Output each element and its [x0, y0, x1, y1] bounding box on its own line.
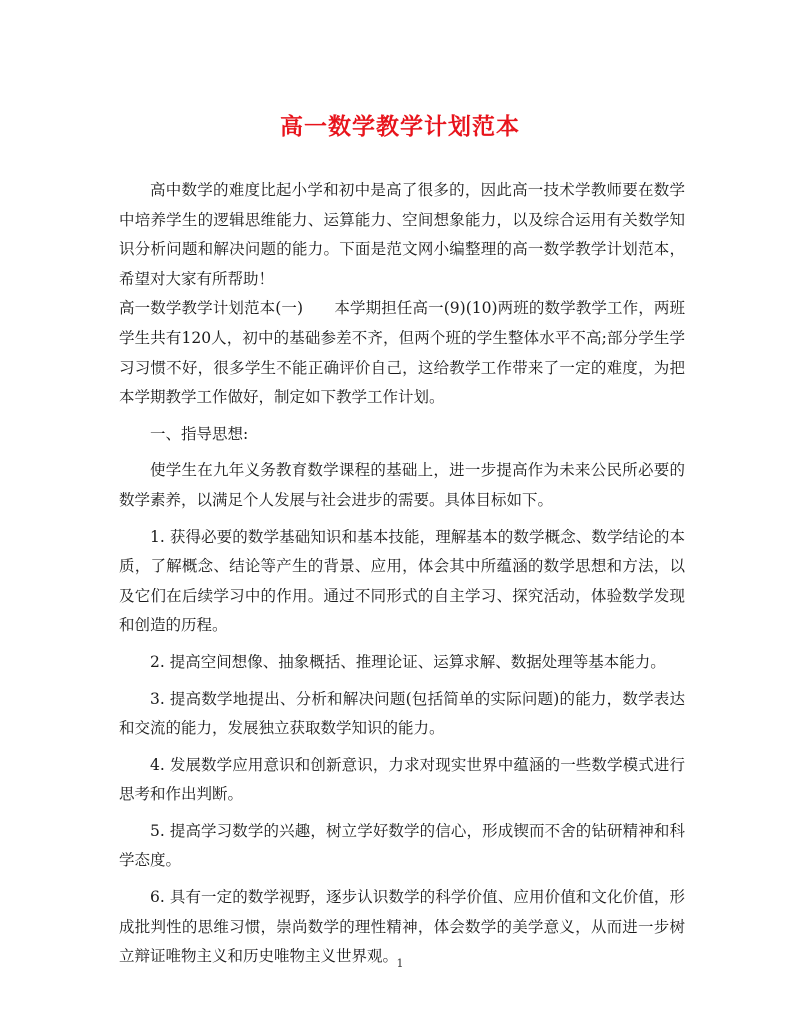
guiding-thought-heading: 一、指导思想: — [150, 424, 249, 443]
document-title: 高一数学教学计划范本 — [280, 113, 520, 140]
document-body — [119, 176, 685, 972]
page-number: 1 — [396, 957, 404, 970]
intro-paragraph: 高中数学的难度比起小学和初中是高了很多的，因此高一技术学教师要在数学中培养学生的逻辑思维能力、运算能力、空间想象能力，以及综合运用有关数学知识分析问题和解决问题的能力。下面是范文网小编整理的高一数学教学计划范本，希望对大家有所帮助！ — [119, 181, 685, 288]
goal-paragraph: 使学生在九年义务教育数学课程的基础上，进一步提高作为未来公民所必要的数学素养，以满足个人发展与社会进步的需要。具体目标如下。 — [119, 461, 685, 509]
goal-item-5: 5. 提高学习数学的兴趣，树立学好数学的信心，形成锲而不舍的钻研精神和科学态度。 — [119, 821, 685, 870]
goal-item-1: 1. 获得必要的数学基础知识和基本技能，理解基本的数学概念、数学结论的本质，了解概念、结论等产生的背景、应用，体会其中所蕴涵的数学思想和方法，以及它们在后续学习中的作用。通过不同形式的自主学习、探究活动，体验数学发现和创造的历程。 — [119, 527, 685, 635]
goal-item-6: 6. 具有一定的数学视野，逐步认识数学的科学价值、应用价值和文化价值，形成批判性的思维习惯，崇尚数学的理性精神，体会数学的美学意义，从而进一步树立辩证唯物主义和历史唯物主义世界观。 — [119, 888, 685, 966]
section-intro-paragraph: 高一数学教学计划范本(一) 本学期担任高一(9)(10)两班的数学教学工作，两班学生共有120人，初中的基础参差不齐，但两个班的学生整体水平不高;部分学生学习习惯不好，很多学生不能正确评价自己，这给教学工作带来了一定的难度，为把本学期教学工作做好，制定如下教学工作计划。 — [119, 299, 685, 407]
goal-item-2: 2. 提高空间想像、抽象概括、推理论证、运算求解、数据处理等基本能力。 — [150, 652, 666, 671]
goal-item-3: 3. 提高数学地提出、分析和解决问题(包括简单的实际问题)的能力，数学表达和交流的能力，发展独立获取数学知识的能力。 — [119, 689, 685, 738]
goal-item-4: 4. 发展数学应用意识和创新意识，力求对现实世界中蕴涵的一些数学模式进行思考和作出判断。 — [119, 755, 685, 804]
